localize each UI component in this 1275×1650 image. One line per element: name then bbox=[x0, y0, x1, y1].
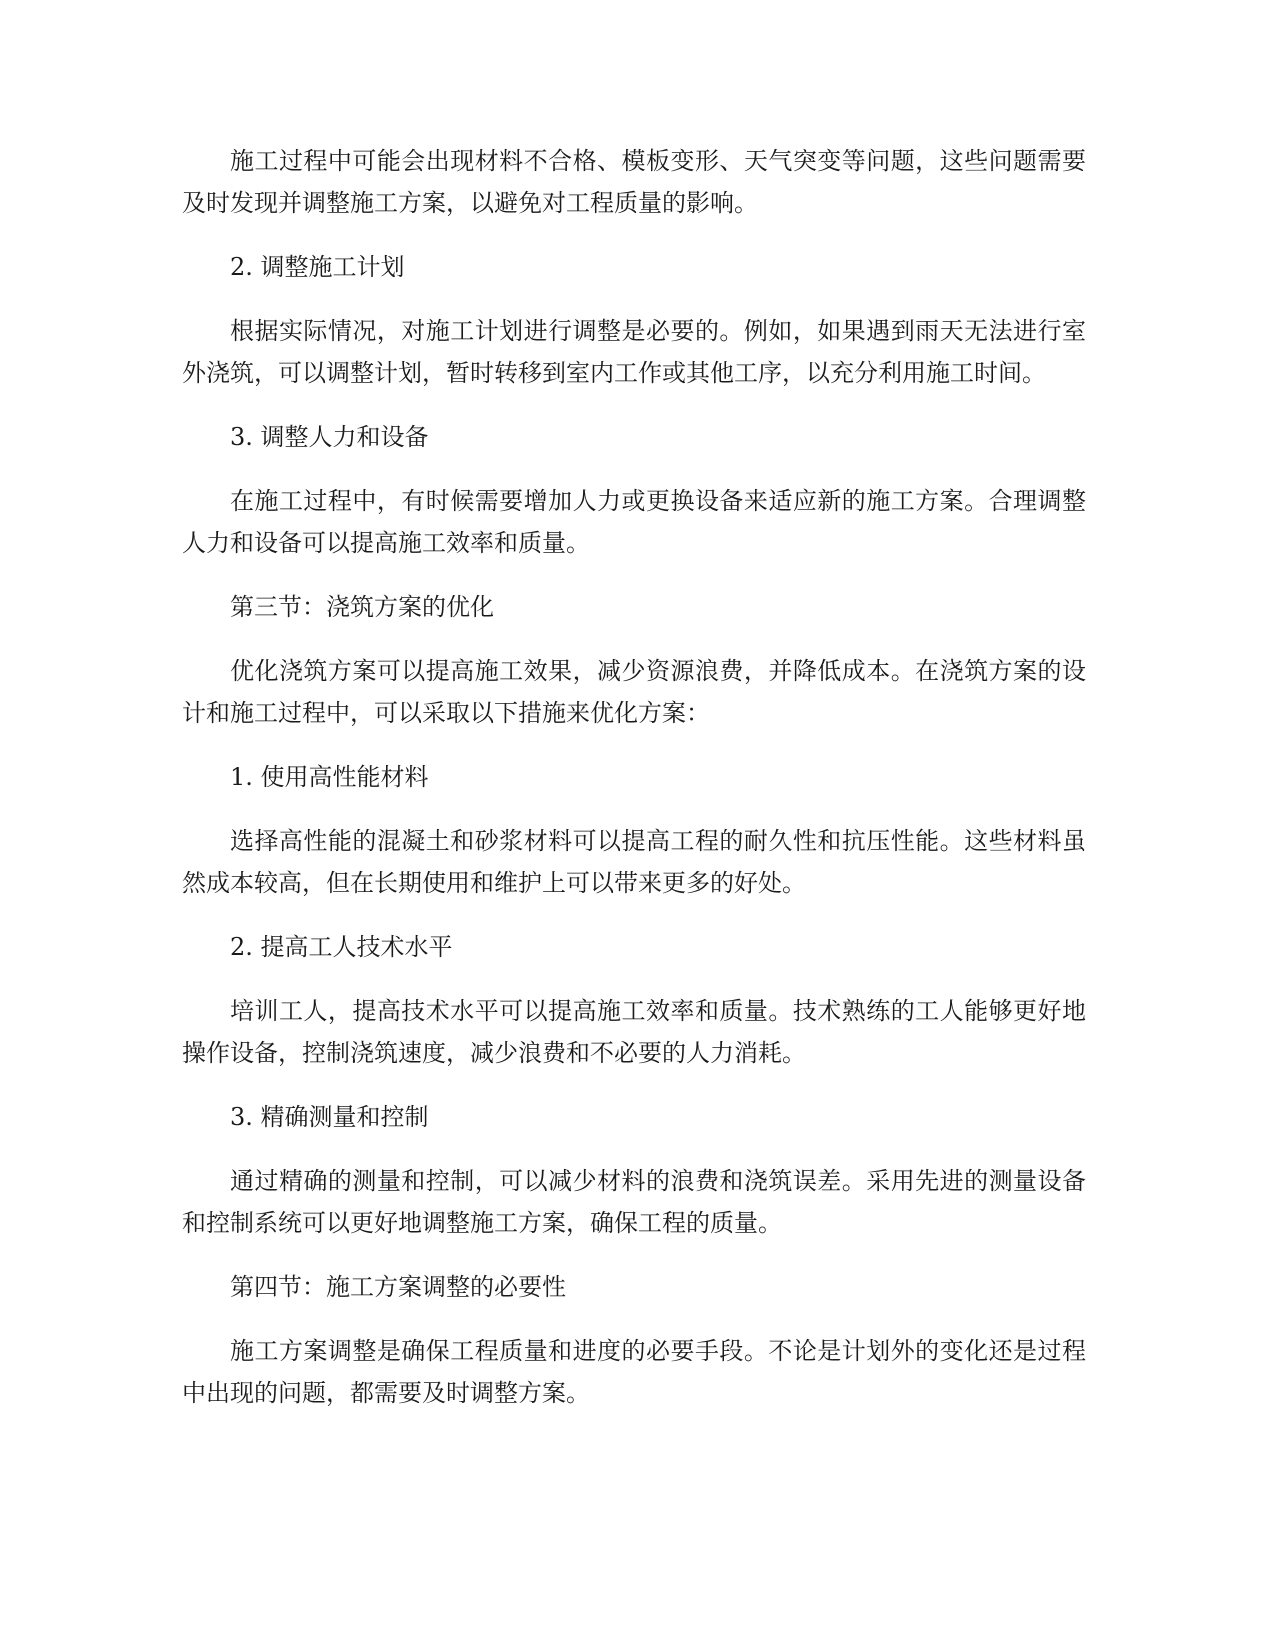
paragraph-worker-skills: 培训工人，提高技术水平可以提高施工效率和质量。技术熟练的工人能够更好地操作设备，控制浇筑速度，减少浪费和不必要的人力消耗。 bbox=[182, 997, 1086, 1067]
paragraph-adjust-manpower: 在施工过程中，有时候需要增加人力或更换设备来适应新的施工方案。合理调整人力和设备可以提高施工效率和质量。 bbox=[182, 487, 1086, 557]
heading-worker-skills: 2. 提高工人技术水平 bbox=[230, 933, 453, 961]
heading-section-four: 第四节：施工方案调整的必要性 bbox=[230, 1273, 566, 1301]
heading-precise-measurement: 3. 精确测量和控制 bbox=[230, 1103, 429, 1131]
paragraph-precise-measurement: 通过精确的测量和控制，可以减少材料的浪费和浇筑误差。采用先进的测量设备和控制系统可以更好地调整施工方案，确保工程的质量。 bbox=[182, 1167, 1086, 1237]
paragraph-optimization-intro: 优化浇筑方案可以提高施工效果，减少资源浪费，并降低成本。在浇筑方案的设计和施工过程中，可以采取以下措施来优化方案： bbox=[182, 657, 1086, 727]
heading-adjust-schedule: 2. 调整施工计划 bbox=[230, 253, 405, 281]
document-page bbox=[182, 140, 1086, 1414]
paragraph-materials-issues: 施工过程中可能会出现材料不合格、模板变形、天气突变等问题，这些问题需要及时发现并调整施工方案，以避免对工程质量的影响。 bbox=[182, 147, 1086, 217]
heading-adjust-manpower: 3. 调整人力和设备 bbox=[230, 423, 429, 451]
paragraph-necessity: 施工方案调整是确保工程质量和进度的必要手段。不论是计划外的变化还是过程中出现的问题，都需要及时调整方案。 bbox=[182, 1337, 1086, 1407]
heading-section-three: 第三节：浇筑方案的优化 bbox=[230, 593, 494, 621]
paragraph-high-performance-materials: 选择高性能的混凝土和砂浆材料可以提高工程的耐久性和抗压性能。这些材料虽然成本较高，但在长期使用和维护上可以带来更多的好处。 bbox=[182, 827, 1086, 897]
heading-high-performance-materials: 1. 使用高性能材料 bbox=[230, 763, 429, 791]
paragraph-adjust-schedule: 根据实际情况，对施工计划进行调整是必要的。例如，如果遇到雨天无法进行室外浇筑，可以调整计划，暂时转移到室内工作或其他工序，以充分利用施工时间。 bbox=[182, 317, 1086, 387]
